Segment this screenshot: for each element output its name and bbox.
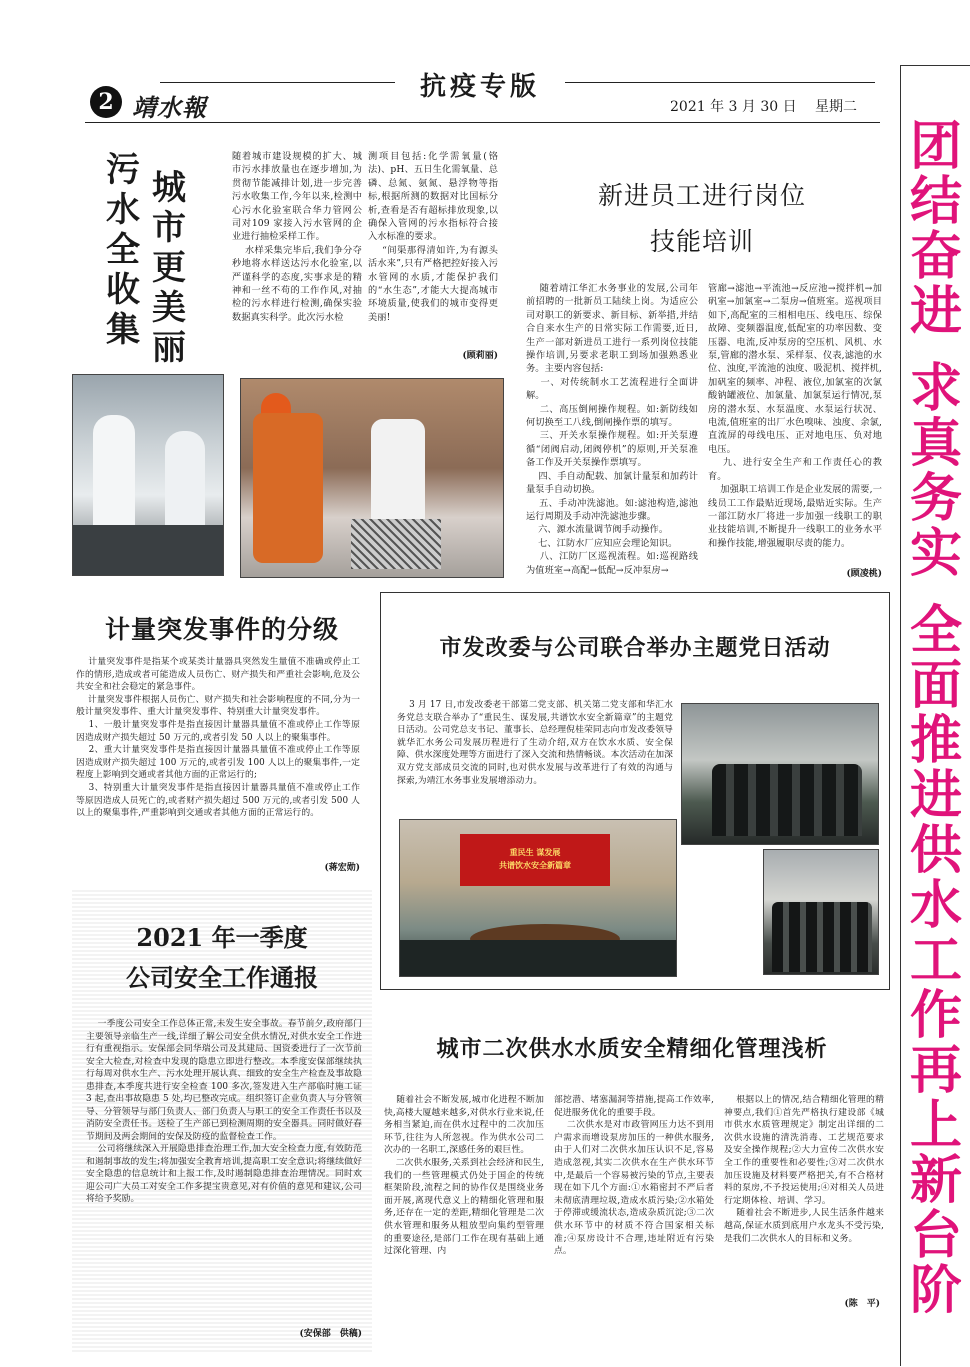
photo-sampling-helmet — [261, 393, 291, 415]
article-wastewater-col2: 测项目包括:化学需氧量(铬法)、pH、五日生化需氧量、总磷、总氮、氨氮、悬浮物等指标,根据所测的数据对比国标分析,查看是否有超标排放现象,以确保入管网的污水指标符合接入水标准的要求。 “间渠那得清如许,为有源头活水来”,只有严格把控好接入污水管网的水质,才能保护我们的“水生态”,才能大大提高城市环境质量,使我们的城市变得更美丽! — [368, 151, 498, 323]
article-party-day-title: 市发改委与公司联合举办主题党日活动 — [439, 635, 831, 661]
issue-date: 2021 年 3 月 30 日 — [670, 99, 797, 115]
article-staff-training-col2: 管廊→滤池→平流池→反应池→搅拌机→加矾室→加氯室→二泵房→值班室。巡视项目如下,高配室的三相相电压、线电压、综保故障、变频器温度,低配室的功率因数、变压器、电流,反冲泵房的空压机、风机、水泵,管廊的潜水泵、采样泵、仪表,滤池的水位、浊度,平流池的浊度、吸泥机、搅拌机,加矾室的频率、冲程、液位,加氯室的次氯酸钠罐液位、加氯量、加氯泵运行情况,泵房的潜水泵、水泵温度、水泵运行状况、电流,值班室的出厂水色嗅味、浊度、余氯,直流屏的母线电压、正对地电压、负对地电压。 九、进行安全生产和工作责任心的教育。 加强职工培训工作是企业发展的需要,一线员工工作最贴近现场,最贴近实际。生产一部江防水厂将进一步加强一线职工的职业技能培训,不断提升一线职工的业务水平和操作技能,增强履职尽责的能力。 — [708, 283, 882, 549]
slogan-char: 进 — [909, 282, 962, 342]
slogan-char: 结 — [909, 172, 962, 232]
article-wastewater-signature: (顾莉丽) — [462, 351, 498, 361]
photo-sampling-workers — [240, 378, 504, 578]
slogan-char: 全 — [909, 601, 962, 661]
article-party-day — [380, 592, 890, 990]
masthead-logo: 靖水報 — [132, 93, 207, 122]
article-secondary-supply — [372, 996, 892, 1356]
article-secondary-supply-signature: (陈 平) — [844, 1299, 880, 1309]
article-metrology-signature: (蒋宏勋) — [324, 863, 360, 873]
issue-weekday: 星期二 — [815, 99, 857, 115]
photo-sampling-worker — [253, 413, 323, 563]
photo-sampling-grid — [351, 519, 441, 569]
article-safety-report-body: 一季度公司安全工作总体正常,未发生安全事故。春节前夕,政府部门主要领导亲临生产一线,详细了解公司安全供水情况,对供水安全工作进行有重视指示。安保部会同华瑞公司及其建局、国资委进行了一次节前安全大检查,对检查中发现的隐患立即进行整改。本季度安保部继续执行每周对供水生产、污水处理开展认真、细致的安全生产检查及事故隐患排查,本季度共进行安全检查 100 多次,签发进入生产部临时施工证 3 起,查出事故隐患 5 处,均已整改完成。组织签订企业负责人与分管领导、分管领导与部门负责人、部门负责人与职工的安全工作责任书以及消防安全责任书。送检了生产部已到检测周期的安全器具。同时做好春节期间及两会期间的安保及防疫的监督检查工作。 公司将继续深入开展隐患排查治理工作,加大安全检查力度,有效防范和遏制事故的发生;将加强安全教育培训,提高职工安全意识;将继续做好安全隐患的信息统计和上报工作,及时遏制隐患排查治理情况。同时欢迎公司广大员工对安全工作多提宝贵意见,对有价值的意见和建议,公司将给予奖励。 — [86, 1019, 362, 1204]
photo-facility-visit-2 — [763, 849, 879, 975]
slogan-char: 面 — [909, 656, 962, 716]
slogan — [903, 117, 969, 1321]
page-number-badge — [90, 86, 122, 118]
slogan-char: 新 — [909, 1151, 962, 1211]
article-metrology-title: 计量突发事件的分级 — [104, 615, 339, 644]
article-staff-training-signature: (顾凌桃) — [846, 569, 882, 579]
article-staff-training-col1: 随着靖江华汇水务事业的发展,公司年前招聘的一批新员工陆续上岗。为适应公司对职工的新要求、新目标、新举措,并结合自来水生产的日常实际工作需要,近日,生产一部对新进员工进行一系列岗位技能操作培训,另要求老职工到场加强熟悉业务。主要内容包括: 一、对传统制水工艺流程进行全面讲解。 二、高压倒闸操作规程。如:新防线如何切换至工八线,倒闸操作票的填写。 三、开关水泵操作规程。如:开关泵遵循“闭阀启动,闭阀停机”的原则,开关泵准备工作及开关泵操作票填写。 四、手自动配载、加氯计量泵和加药计量泵手自动切换。 五、手动冲洗滤池。如:滤池构造,滤池运行周期及手动冲洗滤池步骤。 六、源水流量调节阀手动操作。 七、江防水厂应知应会理论知识。 八、江防厂区巡视流程。如:巡视路线为值班室→高配→低配→反冲泵房→ — [526, 283, 699, 576]
photo-lab-bench — [73, 525, 223, 575]
header-rule-right — [565, 82, 875, 83]
article-staff-training — [512, 130, 892, 580]
slogan-char: 实 — [909, 524, 962, 584]
photo-lab-testing — [72, 374, 224, 576]
article-staff-training-title1: 新进员工进行岗位 — [597, 181, 806, 210]
slogan-char: 推 — [909, 711, 962, 771]
slogan-char: 求 — [909, 359, 962, 419]
article-safety-report-signature: (安保部 供稿) — [299, 1329, 362, 1339]
slogan-char: 真 — [909, 414, 962, 474]
slogan-char: 上 — [909, 1096, 962, 1156]
article-metrology — [72, 592, 372, 882]
header-rule-left — [160, 82, 395, 83]
header — [0, 0, 900, 130]
article-wastewater-title-text1: 城市更美丽 — [152, 168, 186, 368]
header-rule-bottom — [85, 122, 880, 123]
article-wastewater-title-col2 — [106, 150, 150, 350]
photo-facility-visit-1-group — [712, 764, 862, 836]
article-safety-report-title1: 2021 年一季度 — [136, 923, 308, 952]
article-secondary-supply-col2: 部挖潜、堵塞漏洞等措施,提高工作效率,促进服务优化的重要手段。 二次供水是对市政管网压力达不到用户需求而增设泵房加压的一种供水服务,由于人们对二次供水加压认识不足,容易造成忽视,其实二次供水在生产供水环节中,是最后一个容易被污染的节点,主要表现在如下几个方面:①水箱密封不严后者未彻底清理垃圾,造成水质污染;②水箱处于停滞或缓流状态,造成杂质沉淀;③二次供水环节中的材质不符合国家相关标准;④泵房设计不合理,违址附近有污染点。 — [554, 1095, 714, 1257]
article-wastewater-col1: 随着城市建设规模的扩大、城市污水排放量也在逐步增加,为贯彻节能减排计划,进一步完善污水收集工作,今年以来,检测中心污水化验室联合华力管网公司对109 家接入污水管网的企业进行抽检采样工作。 水样采集完毕后,我们争分夺秒地将水样送达污水化验室,以严谨科学的态度,实事求是的精神和一丝不苟的工作作风,对抽检的污水样进行检测,确保实验数据真实科学。此次污水检 — [232, 151, 362, 323]
photo-meeting-screen-line1: 重民生 谋发展 — [509, 848, 561, 857]
article-secondary-supply-col1: 随着社会不断发展,城市化进程不断加快,高楼大厦越来越多,对供水行业来说,任务相当紧迫,而在供水过程中的二次加压环节,往往为人所忽视。作为供水公司二次办的一名职工,深感任务的艰巨性。 二次供水服务,关系到社会经济和民生,我们的一些管理模式仍处于国企的传统框架阶段,流程之间的协作仅是围绕业务面开展,离现代意义上的精细化管理和服务,还存在一定的差距,精细化管理是二次供水管理和服务从粗放型向集约型管理的重要途径,是部门工作在现有基础上通过深化管理、内 — [384, 1095, 544, 1257]
slogan-char: 再 — [909, 1041, 962, 1101]
article-safety-report — [72, 888, 372, 1352]
photo-meeting-chairs — [400, 940, 676, 976]
slogan-char: 作 — [909, 986, 962, 1046]
article-safety-report-title2: 公司安全工作通报 — [126, 963, 318, 992]
photo-meeting-screen — [460, 834, 610, 886]
article-wastewater-title-text2: 污水全收集 — [106, 150, 140, 350]
section-title: 抗疫专版 — [419, 72, 540, 102]
article-party-day-body: 3 月 17 日,市发改委老干部第二党支部、机关第二党支部和华汇水务党总支联合举办了“重民生、谋发展,共谱饮水安全新篇章”的主题党日活动。公司党总支书记、董事长、总经理倪桂荣同志向市发改委领导就华汇水务公司发展历程进行了生动介绍,双方在饮水水质、安全保障、供水深度处理等方面进行了深入交流和热情畅谈。本次活动在加深双方党支部成员交流的同时,也对供水发展与改革进行了有效的沟通与探索,为靖江水务事业发展增添动力。 — [397, 700, 673, 786]
photo-meeting-room — [399, 819, 677, 977]
article-metrology-body: 计量突发事件是指某个或某类计量器具突然发生量值不准确或停止工作的情形,造成或者可能造成人员伤亡、财产损失和严重社会影响,危及公共安全和社会稳定的紧急事件。 计量突发事件根据人员伤亡、财产损失和社会影响程度的不同,分为一般计量突发事件、重大计量突发事件、特别重大计量突发事件。 1、一般计量突发事件是指直接因计量器具量值不准或停止工作等原因造成财产损失超过 50 万元的,或者引发 50 人以上的聚集事件。 2、重大计量突发事件是指直接因计量器具量值不准或停止工作等原因造成财产损失超过 100 万元的,或者引发 100 人以上的聚集事件,一定程度上影响到交通或者其他方面的正常运行的; 3、特别重大计量突发事件是指直接因计量器具量值不准或停止工作等原因造成人员死亡的,或者财产损失超过 500 万元的,或者引发 500 人以上的聚集事件,严重影响到交通或者其他方面的正常运行的。 — [76, 657, 360, 819]
page-number: 2 — [98, 89, 114, 115]
photo-facility-visit-2-group — [772, 902, 872, 972]
slogan-char: 阶 — [909, 1261, 962, 1321]
slogan-char: 团 — [909, 117, 962, 177]
article-secondary-supply-col3: 根据以上的情况,结合精细化管理的精神要点,我们①首先严格执行建设部《城市供水水质管理规定》制定出详细的二次供水设施的清洗消毒、工艺规范要求及安全操作规程;②大力宣传二次供水安全工作的重要性和必要性;③对二次供水加压设施及材料要严格把关,有不合格材料的泵房,不予投运使用;④对相关人员进行定期体检、培训、学习。 随着社会不断进步,人民生活条件越来越高,保证水质到底用户水龙头不受污染,是我们二次供水人的目标和义务。 — [724, 1095, 884, 1244]
article-secondary-supply-title: 城市二次供水水质安全精细化管理浅析 — [436, 1036, 828, 1062]
slogan-char: 进 — [909, 766, 962, 826]
slogan-char: 工 — [909, 931, 962, 991]
slogan-char: 供 — [909, 821, 962, 881]
photo-facility-visit-1 — [681, 703, 879, 845]
slogan-text — [903, 117, 969, 1321]
slogan-char: 台 — [909, 1206, 962, 1266]
slogan-char: 奋 — [909, 227, 962, 287]
photo-meeting-screen-line2: 共谱饮水安全新篇章 — [499, 861, 571, 870]
article-staff-training-title2: 技能培训 — [649, 227, 754, 256]
slogan-char: 水 — [909, 876, 962, 936]
slogan-char: 务 — [909, 469, 962, 529]
article-wastewater-title-col1 — [152, 168, 196, 368]
